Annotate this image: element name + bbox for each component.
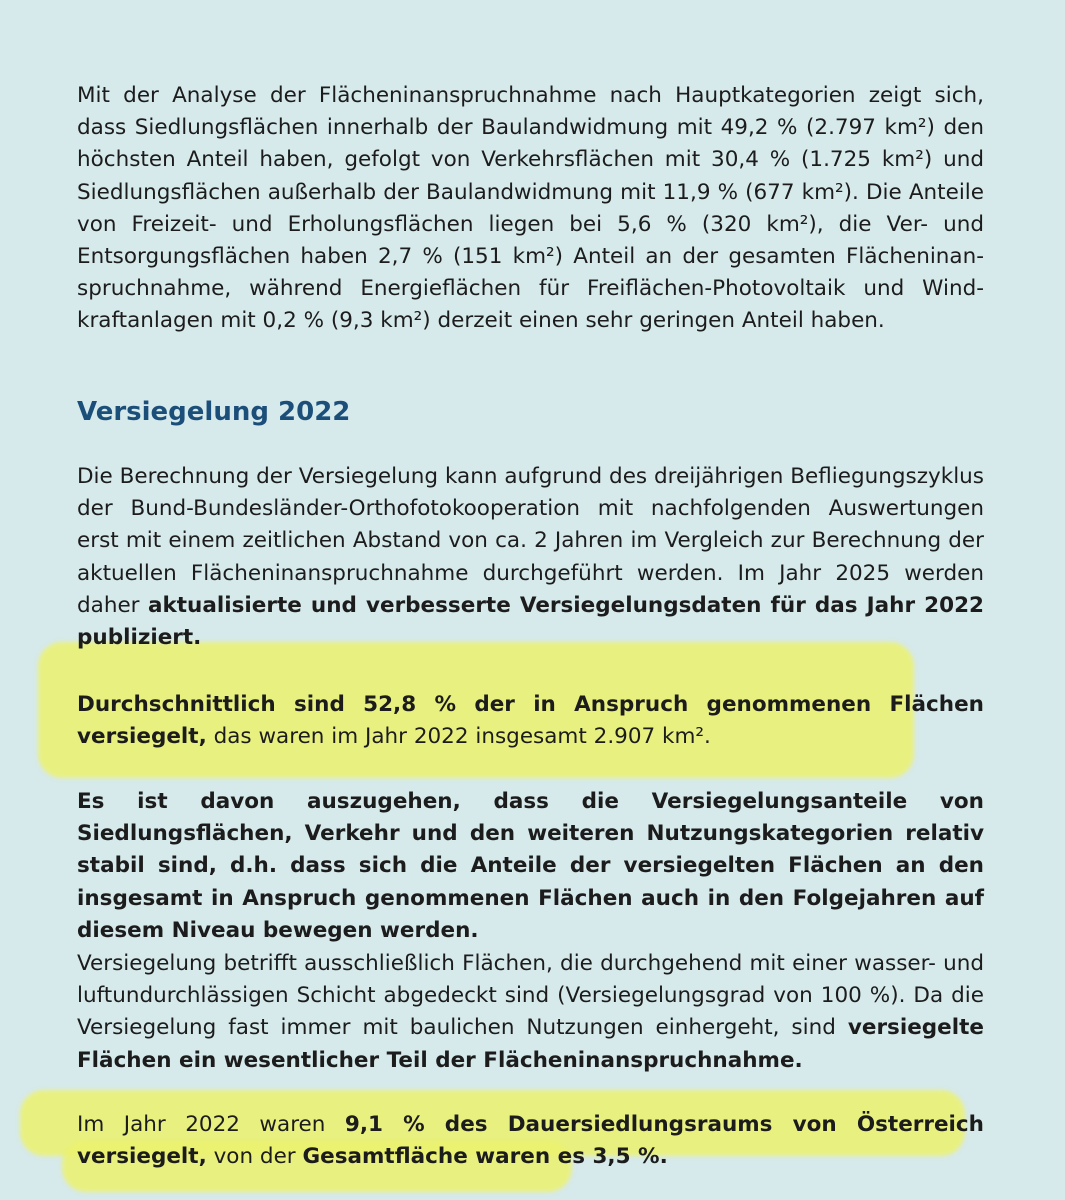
paragraph-calculation [77,461,984,654]
paragraph-austria-share [77,1109,984,1173]
paragraph-austria-share-bold-2: Gesamtfläche waren es 3,5 %. [302,1144,668,1170]
paragraph-calculation-bold: aktualisierte und verbesserte Versiegelungsdaten für das Jahr 2022 publiziert. [77,592,984,651]
paragraph-definition [77,948,984,1077]
paragraph-austria-share-bold-1: 9,1 % des Dauersiedlungsraums von Österreich versiegelt, [77,1112,984,1170]
paragraph-average-sealed [77,689,984,753]
paragraph-definition-text: Versiegelung betrifft ausschließlich Flächen, die durchgehend mit einer wasser- und luftundurchlässigen Schicht abgedeckt sind (Versiegelungsgrad von 100 %). Da die Versiegelung fast immer mit baulichen Nutzungen einhergeht, sind [77,951,984,1041]
paragraph-definition-bold: versiegelte Flächen ein wesentlicher Teil der Flächeninanspruchnahme. [77,1015,984,1073]
paragraph-austria-share-text-1: Im Jahr 2022 waren [77,1112,345,1137]
section-heading: Versiegelung 2022 [77,397,351,427]
paragraph-stability: Es ist davon auszugehen, dass die Versiegelungsanteile von Siedlungsflächen, Verkehr und den weiteren Nutzungskategorien relativ stabil sind, d.h. dass sich die Anteile der versiegelten Flächen an den insgesamt in Anspruch genommenen Flächen auch in den Folgejahren auf diesem Niveau bewegen werden. [77,789,984,943]
paragraph-intro: Mit der Analyse der Flächeninanspruchnahme nach Hauptkategorien zeigt sich, dass Siedlungsflächen innerhalb der Baulandwidmung mit 49,2 % (2.797 km²) den höchsten Anteil haben, gefolgt von Verkehrsflächen mit 30,4 % (1.725 km²) und Siedlungsflächen außerhalb der Baulandwidmung mit 11,9 % (677 km²). Die Anteile von Freizeit- und Erholungsflächen liegen bei 5,6 % (320 km²), die Ver- und Entsorgungsflächen haben 2,7 % (151 km²) Anteil an der gesamten Flächeninanspruchnahme, während Energieflächen für Freiflächen-Photovoltaik und Windkraftanlagen mit 0,2 % (9,3 km²) derzeit einen sehr geringen Anteil haben. [77,83,984,334]
paragraph-calculation-text: Die Berechnung der Versiegelung kann aufgrund des dreijährigen Befliegungszyklus der Bund-Bundesländer-Orthofotokooperation mit nachfolgenden Auswertungen erst mit einem zeitlichen Abstand von ca. 2 Jahren im Vergleich zur Berechnung der aktuellen Flächeninanspruchnahme durchgeführt werden. Im Jahr 2025 werden daher [77,464,984,618]
paragraph-average-sealed-text: das waren im Jahr 2022 insgesamt 2.907 km². [206,724,711,750]
paragraph-average-sealed-bold: Durchschnittlich sind 52,8 % der in Anspruch genommenen Flächen versiegelt, [77,692,984,750]
paragraph-austria-share-text-2: von der [206,1144,303,1170]
